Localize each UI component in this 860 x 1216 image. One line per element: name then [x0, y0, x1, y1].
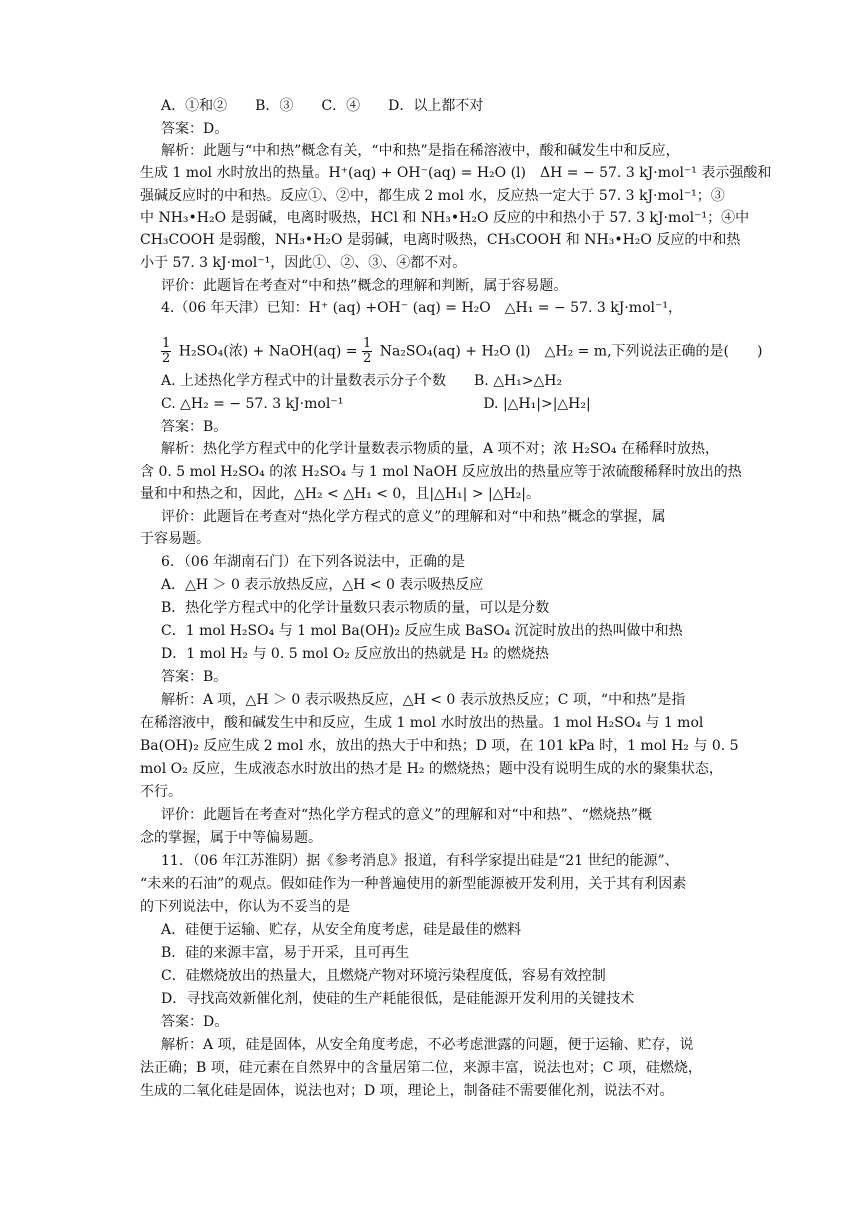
text-line: 4.（06 年天津）已知：H⁺ (aq) +OH⁻ (aq) = H₂O △H₁ = − 57. 3 kJ·mol⁻¹， — [161, 300, 682, 316]
equation-right-side: Na₂SO₄(aq) + H₂O (l) △H₂ = m,下列说法正确的是( ) — [379, 343, 763, 360]
text-line: 在稀溶液中，酸和碱发生中和反应，生成 1 mol 水时放出的热量。1 mol H₂SO₄ 与 1 mol — [140, 715, 704, 731]
text-line: D．寻找高效新催化剂，使硅的生产耗能很低，是硅能源开发利用的关键技术 — [161, 991, 635, 1007]
text-line: 解析：A 项，硅是固体，从安全角度考虑，不必考虑泄露的问题，便于运输、贮存，说 — [161, 1037, 694, 1053]
text-line: 答案：D。 — [161, 1014, 229, 1030]
text-line: 答案：D。 — [161, 121, 229, 137]
text-line: 于容易题。 — [140, 531, 210, 547]
text-line: A．①和② B．③ C．④ D．以上都不对 — [161, 98, 484, 114]
equation-line — [161, 337, 762, 366]
text-line: 6．（06 年湖南石门）在下列各说法中，正确的是 — [161, 554, 466, 570]
fraction-half-left — [161, 337, 171, 366]
text-line: 念的掌握，属于中等偏易题。 — [140, 830, 322, 846]
text-line: 强碱反应时的中和热。反应①、②中，都生成 2 mol 水，反应热一定大于 57. 3 kJ·mol⁻¹；③ — [140, 188, 725, 204]
fraction-denominator: 2 — [362, 351, 372, 366]
text-line: CH₃COOH 是弱酸，NH₃•H₂O 是弱碱，电离时吸热，CH₃COOH 和 NH₃•H₂O 反应的中和热 — [140, 232, 741, 248]
text-line: mol O₂ 反应，生成液态水时放出的热才是 H₂ 的燃烧热；题中没有说明生成的水的聚集状态， — [140, 761, 723, 777]
text-line: 解析：热化学方程式中的化学计量数表示物质的量，A 项不对；浓 H₂SO₄ 在稀释时放热， — [161, 441, 719, 457]
equation-left-side: H₂SO₄(浓) + NaOH(aq) = — [178, 343, 358, 360]
text-line: “未来的石油”的观点。假如硅作为一种普遍使用的新型能源被开发利用，关于其有利因素 — [140, 876, 687, 892]
fraction-denominator: 2 — [162, 351, 171, 366]
text-line: 评价：此题旨在考查对“中和热”概念的理解和判断，属于容易题。 — [161, 278, 568, 294]
text-line: A．△H ＞ 0 表示放热反应，△H < 0 表示吸热反应 — [161, 577, 484, 593]
text-line: Ba(OH)₂ 反应生成 2 mol 水，放出的热大于中和热；D 项，在 101 kPa 时，1 mol H₂ 与 0. 5 — [140, 738, 739, 754]
text-line: D．1 mol H₂ 与 0. 5 mol O₂ 反应放出的热就是 H₂ 的燃烧热 — [161, 646, 549, 662]
text-line: 的下列说法中，你认为不妥当的是 — [140, 899, 350, 915]
fraction-numerator: 1 — [362, 336, 372, 351]
text-line: B．硅的来源丰富，易于开采，且可再生 — [161, 945, 410, 961]
text-line: A．硅便于运输、贮存，从安全角度考虑，硅是最佳的燃料 — [161, 922, 522, 938]
text-line: 生成的二氧化硅是固体，说法也对；D 项，理论上，制备硅不需要催化剂，说法不对。 — [140, 1083, 674, 1099]
text-line: 答案：B。 — [161, 669, 228, 685]
text-line: 法正确；B 项，硅元素在自然界中的含量居第二位，来源丰富，说法也对；C 项，硅燃烧， — [140, 1060, 702, 1076]
text-line: C．1 mol H₂SO₄ 与 1 mol Ba(OH)₂ 反应生成 BaSO₄ 沉淀时放出的热叫做中和热 — [161, 623, 683, 639]
text-line: 评价：此题旨在考查对“热化学方程式的意义”的理解和对“中和热”概念的掌握，属 — [161, 509, 666, 525]
text-line: C. △H₂ = − 57. 3 kJ·mol⁻¹ D. |△H₁|>|△H₂| — [161, 396, 591, 412]
fraction-half-right — [362, 337, 372, 366]
text-line: 生成 1 mol 水时放出的热量。H⁺(aq) + OH⁻(aq) = H₂O (l) ΔH = − 57. 3 kJ·mol⁻¹ 表示强酸和 — [140, 165, 772, 181]
text-line: B．热化学方程式中的化学计量数只表示物质的量，可以是分数 — [161, 600, 550, 616]
text-line: A. 上述热化学方程式中的计量数表示分子个数 B. △H₁>△H₂ — [161, 373, 563, 389]
text-line: 小于 57. 3 kJ·mol⁻¹，因此①、②、③、④都不对。 — [140, 255, 467, 271]
fraction-numerator: 1 — [162, 336, 171, 351]
text-line: 中 NH₃•H₂O 是弱碱，电离时吸热，HCl 和 NH₃•H₂O 反应的中和热小于 57. 3 kJ·mol⁻¹；④中 — [140, 210, 750, 226]
text-line: 解析：A 项，△H ＞ 0 表示吸热反应，△H < 0 表示放热反应；C 项，“中和热”是指 — [161, 692, 686, 708]
text-line: 不行。 — [140, 784, 182, 800]
text-line: 答案：B。 — [161, 419, 228, 435]
text-line: 量和中和热之和，因此，△H₂ < △H₁ < 0，且|△H₁| > |△H₂|。 — [140, 486, 541, 502]
text-line: 11．（06 年江苏淮阴）据《参考消息》报道，有科学家提出硅是“21 世纪的能源”、 — [161, 853, 679, 869]
text-line: 评价：此题旨在考查对“热化学方程式的意义”的理解和对“中和热”、“燃烧热”概 — [161, 807, 652, 823]
text-line: C．硅燃烧放出的热量大，且燃烧产物对环境污染程度低，容易有效控制 — [161, 968, 606, 984]
text-line: 解析：此题与“中和热”概念有关，“中和热”是指在稀溶液中，酸和碱发生中和反应， — [161, 143, 680, 159]
text-line: 含 0. 5 mol H₂SO₄ 的浓 H₂SO₄ 与 1 mol NaOH 反应放出的热量应等于浓硫酸稀释时放出的热 — [140, 464, 742, 480]
